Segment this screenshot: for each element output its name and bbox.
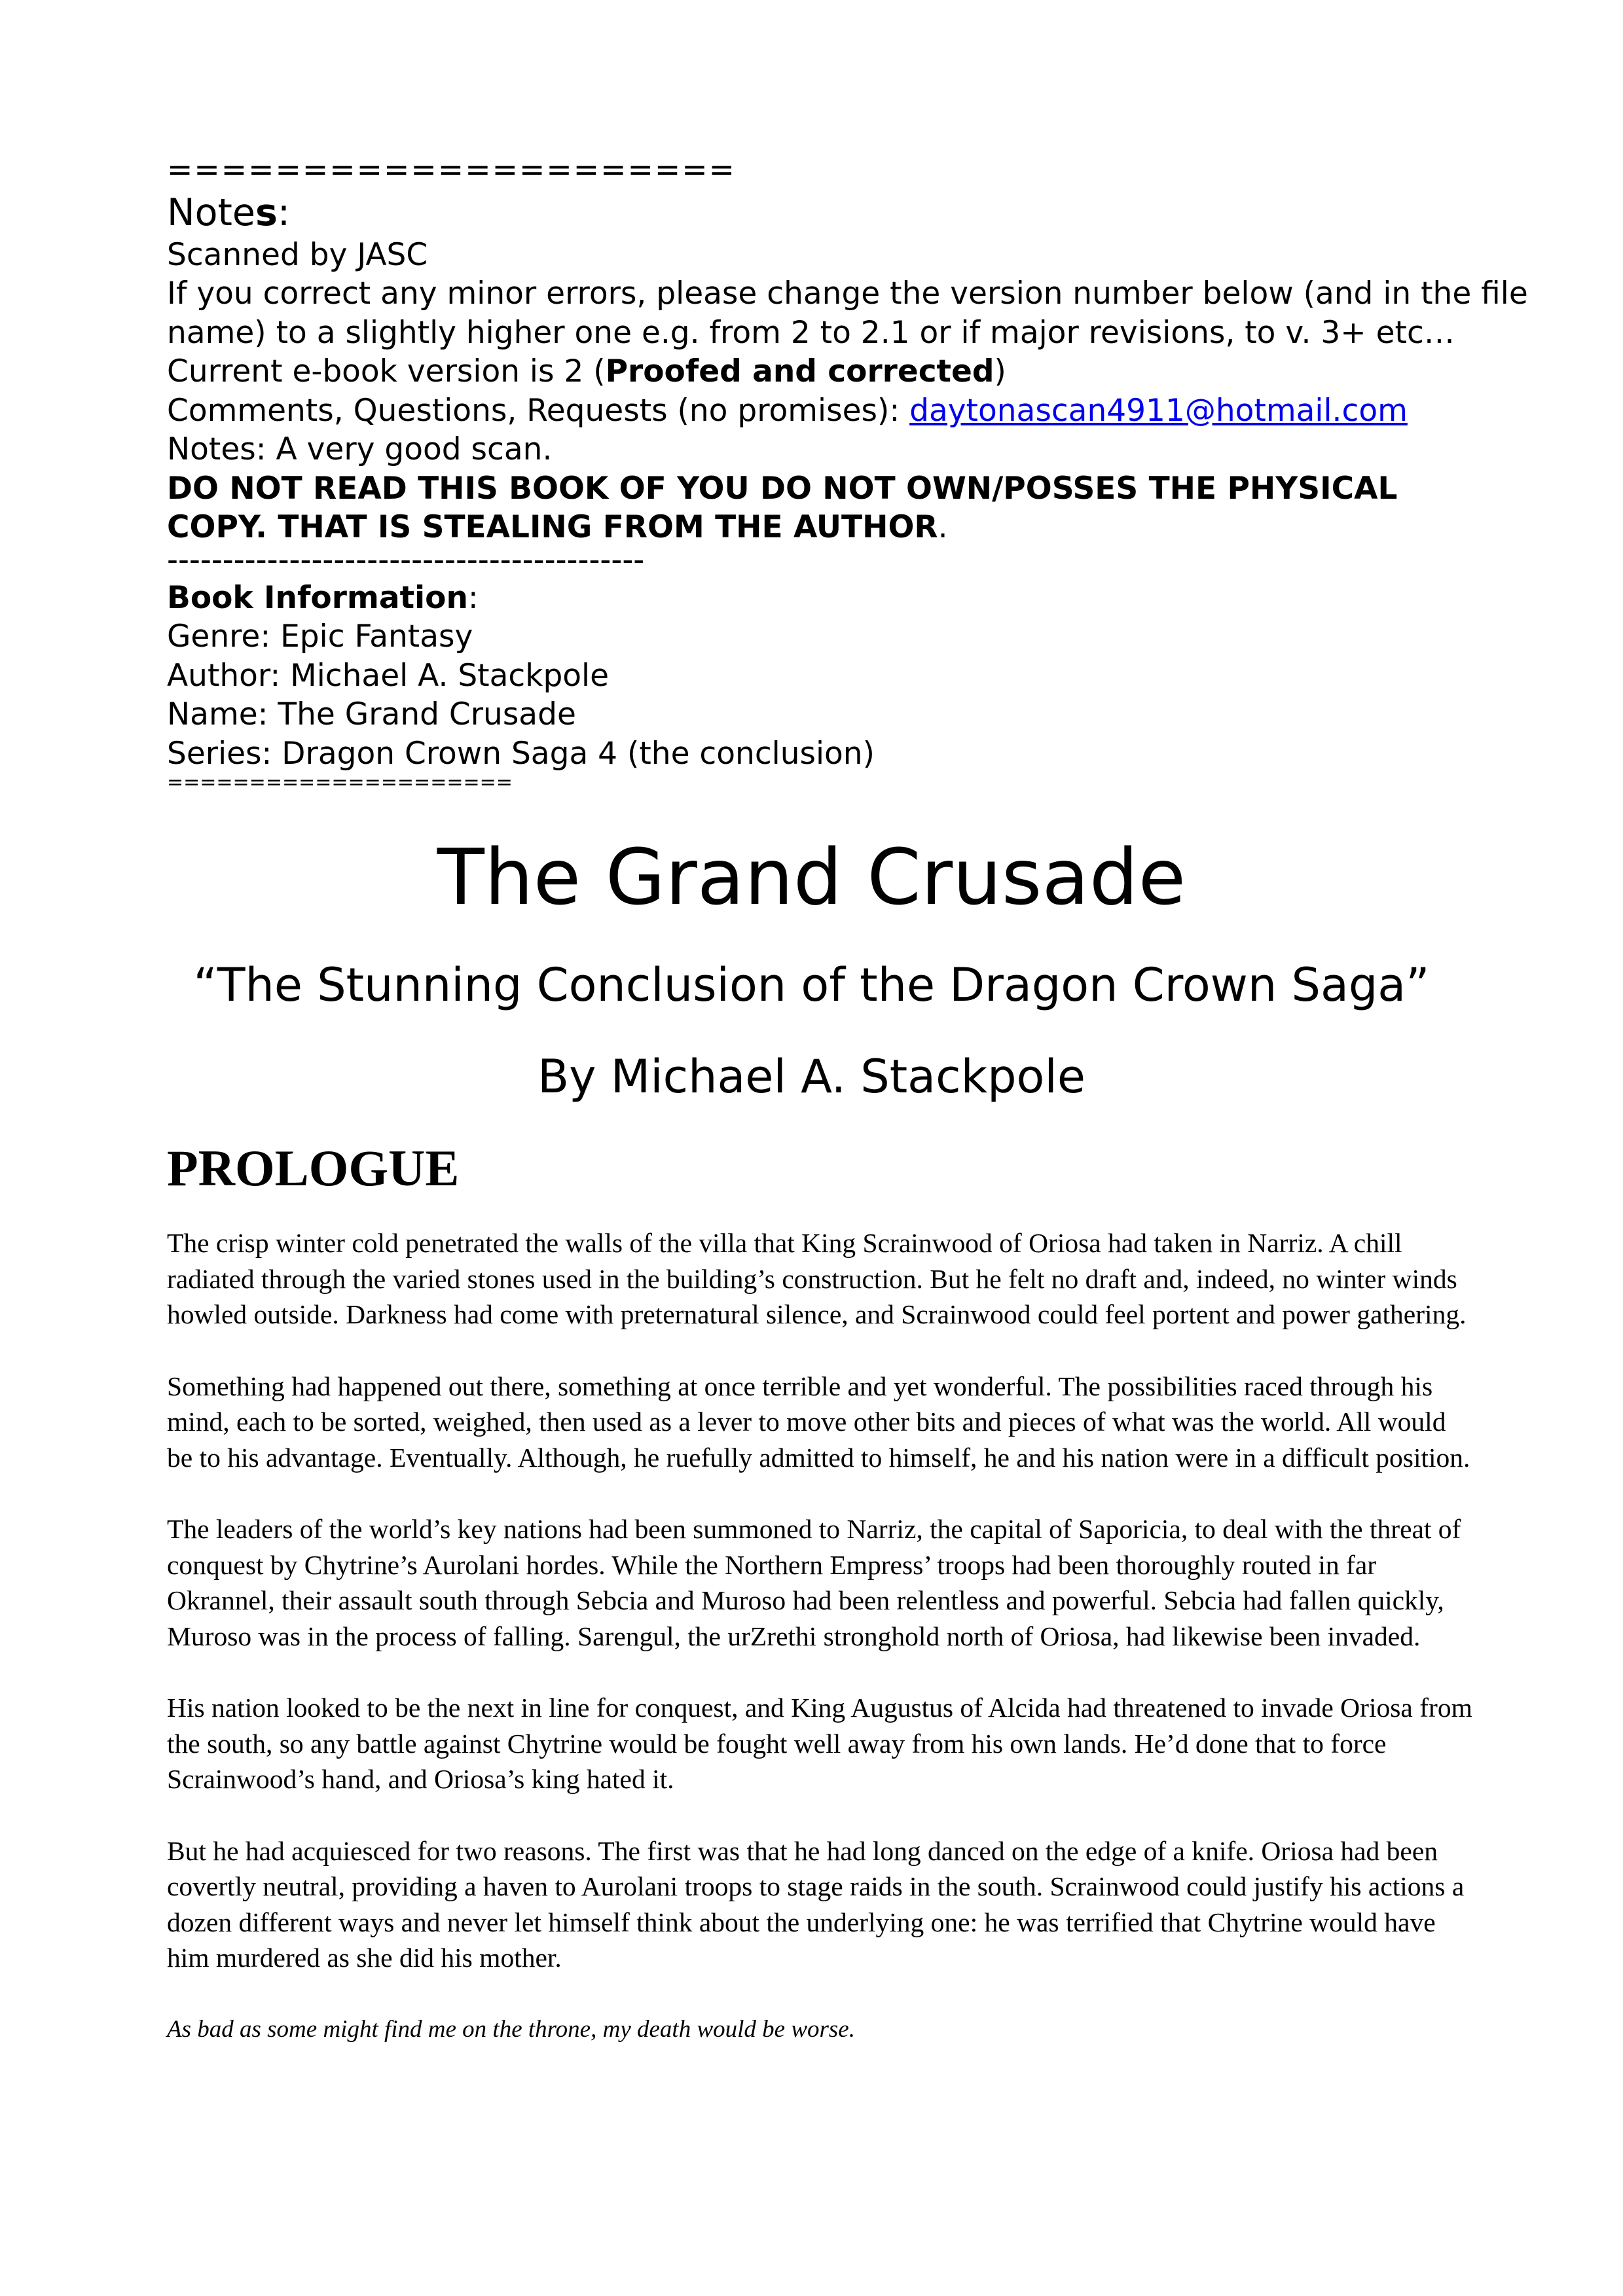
correct-line-2: name) to a slightly higher one e.g. from 2 to 2.1 or if major revisions, to v. 3+ etc… xyxy=(167,314,1455,351)
prologue-italic-thought: As bad as some might find me on the throne, my death would be worse. xyxy=(167,2015,855,2043)
scan-notes xyxy=(167,151,1528,794)
author-line: Author: Michael A. Stackpole xyxy=(167,657,610,694)
warning-text-1: DO NOT READ THIS BOOK OF YOU DO NOT OWN/POSSES THE PHYSICAL xyxy=(167,470,1398,507)
rule-dash: ------------------------------------------- xyxy=(167,541,645,578)
warning-text-2: COPY. THAT IS STEALING FROM THE AUTHOR xyxy=(167,509,938,545)
book-title: The Grand Crusade xyxy=(437,832,1186,922)
correct-line-1: If you correct any minor errors, please change the version number below (and in the file xyxy=(167,276,1528,312)
warning-line-1 xyxy=(167,469,1476,509)
prologue-paragraph: Something had happened out there, something at once terrible and yet wonderful. The possibilities raced through his mind, each to be sorted, weighed, then used as a lever to move other bits and pieces of what was the world. All would be to his advantage. Eventually. Although, he ruefully admitted to himself, he and his nation were in a difficult position. xyxy=(167,1371,1470,1473)
comments-line xyxy=(167,391,1476,431)
notes-heading-colon: : xyxy=(277,190,291,234)
scanned-by: Scanned by JASC xyxy=(167,236,428,273)
version-status: Proofed and corrected xyxy=(605,353,994,389)
warning-line-2 xyxy=(167,508,1476,547)
version-text: Current e-book version is 2 ( xyxy=(167,353,606,389)
book-info-heading xyxy=(167,579,1476,618)
version-close: ) xyxy=(994,353,1006,389)
email-link[interactable]: daytonascan4911@hotmail.com xyxy=(909,392,1408,429)
prologue-heading: PROLOGUE xyxy=(167,1139,460,1196)
version-line xyxy=(167,352,1476,391)
prologue-paragraph: His nation looked to be the next in line for conquest, and King Augustus of Alcida had threatened to invade Oriosa from the south, so any battle against Chytrine would be fought well away from his own lands. He’d done that to force Scrainwood’s hand, and Oriosa’s king hated it. xyxy=(167,1693,1472,1794)
notes-heading xyxy=(167,190,1476,236)
notes-heading-bold: s xyxy=(255,190,278,234)
rule-bottom: ===================== xyxy=(167,771,513,794)
book-byline: By Michael A. Stackpole xyxy=(538,1050,1085,1103)
genre-line: Genre: Epic Fantasy xyxy=(167,619,473,655)
warning-period: . xyxy=(938,509,948,545)
book-info-colon: : xyxy=(467,579,479,616)
prologue-paragraph: But he had acquiesced for two reasons. The first was that he had long danced on the edge of a knife. Oriosa had been covertly neutral, providing a haven to Aurolani troops to stage raids in the south. Scrainwood could justify his actions a dozen different ways and never let himself think about the underlying one: he was terrified that Chytrine would have him murdered as she did his mother. xyxy=(167,1835,1465,1973)
notes-line: Notes: A very good scan. xyxy=(167,431,553,467)
book-info-label: Book Information xyxy=(167,579,468,616)
series-line: Series: Dragon Crown Saga 4 (the conclusion) xyxy=(167,735,875,772)
prologue-paragraph: The leaders of the world’s key nations had been summoned to Narriz, the capital of Saporicia, to deal with the threat of conquest by Chytrine’s Aurolani hordes. While the Northern Empress’ troops had been thoroughly routed in far Okrannel, their assault south through Sebcia and Muroso had been relentless and powerful. Sebcia had fallen quickly, Muroso was in the process of falling. Sarengul, the urZrethi stronghold north of Oriosa, had likewise been invaded. xyxy=(167,1514,1461,1651)
prologue-body xyxy=(167,1225,1476,2083)
rule-top: ===================== xyxy=(167,152,736,188)
notes-heading-text: Note xyxy=(167,190,255,234)
comments-text: Comments, Questions, Requests (no promises): xyxy=(167,392,910,429)
name-line: Name: The Grand Crusade xyxy=(167,696,576,732)
prologue-paragraph: The crisp winter cold penetrated the walls of the villa that King Scrainwood of Oriosa had taken in Narriz. A chill radiated through the varied stones used in the building’s construction. But he felt no draft and, indeed, no winter winds howled outside. Darkness had come with preternatural silence, and Scrainwood could feel portent and power gathering. xyxy=(167,1228,1467,1329)
book-tagline: “The Stunning Conclusion of the Dragon Crown Saga” xyxy=(193,958,1430,1012)
